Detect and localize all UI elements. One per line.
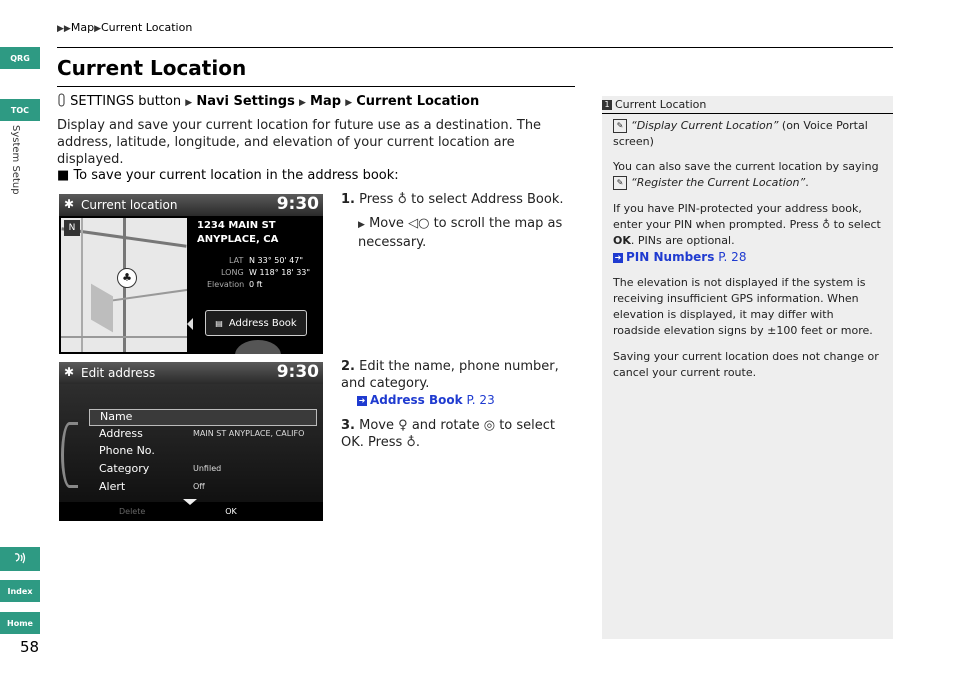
edit-row-label: Address <box>99 427 143 440</box>
breadcrumb <box>57 21 192 34</box>
subheading-text: To save your current location in the address book: <box>73 168 399 183</box>
link-arrow-icon: ➜ <box>358 395 366 405</box>
step-2-number: 2. <box>341 359 355 374</box>
qrg-tab-label: QRG <box>10 53 30 63</box>
step-2 <box>341 358 581 392</box>
press-dial-icon: ♁ <box>822 218 831 231</box>
voice-command-icon <box>12 552 28 566</box>
screen1-gear-icon: ✱ <box>64 197 75 211</box>
vehicle-position-icon: ♣ <box>117 268 137 288</box>
step-1-number: 1. <box>341 192 355 207</box>
nav-path-step-1: Navi Settings <box>196 94 295 109</box>
step-3-target: OK <box>341 435 360 450</box>
nav-path <box>57 93 479 109</box>
sidebar-header <box>602 96 893 114</box>
edit-row-category[interactable] <box>89 462 315 477</box>
dial-graphic <box>235 340 281 354</box>
step-1-end: . <box>559 192 564 207</box>
sidebar-note-route: Saving your current location does not change or cancel your current route. <box>613 350 879 379</box>
voice-quote-2: “Register the Current Location” <box>631 176 806 189</box>
step-3-pre: Move <box>359 418 394 433</box>
scroll-down-icon[interactable] <box>183 499 197 505</box>
screen2-title: Edit address <box>81 366 156 380</box>
address-book-link-label: Address Book <box>370 393 463 407</box>
pin-link-label: PIN Numbers <box>626 250 715 264</box>
index-tab[interactable] <box>0 580 40 602</box>
page-number: 58 <box>20 638 40 656</box>
pin-numbers-link[interactable] <box>613 250 746 264</box>
link-arrow-icon: ➜ <box>614 252 622 262</box>
pin-note-mid: to select <box>833 218 881 231</box>
sidebar-header-text: Current Location <box>615 98 707 111</box>
page-title: Current Location <box>57 56 247 80</box>
ok-button[interactable]: OK <box>225 507 237 516</box>
edit-row-phone[interactable] <box>89 444 315 459</box>
step-1-sub-pre: Move <box>369 216 404 231</box>
nav-path-start: SETTINGS button <box>70 94 182 109</box>
voice-note-1-rest: (on Voice Portal screen) <box>613 119 868 148</box>
edit-row-value: MAIN ST ANYPLACE, CALIFO <box>193 429 305 438</box>
subheading <box>57 168 399 183</box>
voice-note-2-end: . <box>805 176 809 189</box>
long-value: W 118° 18' 33" <box>249 268 311 277</box>
qrg-tab[interactable] <box>0 47 40 69</box>
sidebar-note-voice-display <box>613 118 883 150</box>
sidebar-note-pin <box>613 201 883 266</box>
home-tab-label: Home <box>7 618 33 628</box>
address-book-button[interactable] <box>205 310 307 336</box>
step-1-sub-post: to scroll the map as necessary. <box>358 216 563 250</box>
map-road <box>61 336 187 338</box>
address-book-icon: ▤ <box>215 318 223 328</box>
rotate-dial-icon: ◎ <box>483 418 496 433</box>
map-road <box>81 218 83 352</box>
nav-path-step-3: Current Location <box>356 94 480 109</box>
current-location-screen <box>59 194 323 354</box>
pin-note-ok: OK <box>613 234 631 247</box>
breadcrumb-item-map[interactable]: Map <box>70 21 95 34</box>
settings-button-icon <box>57 93 66 107</box>
map-view[interactable] <box>61 218 187 352</box>
voice-command-icon: ✎ <box>613 119 627 133</box>
address-book-button-label: Address Book <box>228 317 297 329</box>
note-marker-icon: 1 <box>602 100 612 110</box>
toc-tab[interactable] <box>0 99 40 121</box>
voice-tab[interactable] <box>0 547 40 571</box>
move-down-icon: ♀ <box>398 418 408 433</box>
intro-text: Display and save your current location for future use as a destination. The address, latitude, longitude, and elevation of your current location are displayed. <box>57 118 542 167</box>
home-tab[interactable] <box>0 612 40 634</box>
step-3-mid: and rotate <box>411 418 480 433</box>
lat-value: N 33° 50' 47" <box>249 256 304 265</box>
north-arrow-icon[interactable]: N <box>64 220 80 236</box>
address-book-link[interactable] <box>357 393 495 407</box>
screen2-clock: 9:30 <box>276 362 319 382</box>
edit-row-value: Unfiled <box>193 464 222 473</box>
title-rule <box>57 86 575 87</box>
step-3 <box>341 417 576 451</box>
sidebar-note-elevation: The elevation is not displayed if the system is receiving insufficient GPS information. When elevation is displayed, it may differ with roadside elevation signs by ±100 feet or more. <box>613 276 873 337</box>
edit-row-label: Alert <box>99 480 126 493</box>
edit-row-name[interactable] <box>89 409 317 426</box>
screen1-clock: 9:30 <box>276 194 319 214</box>
step-1-sub <box>358 215 573 251</box>
scroll-left-icon[interactable] <box>187 318 193 330</box>
step-3-post: to select <box>499 418 556 433</box>
path-arrow-icon: ▶ <box>298 98 306 108</box>
step-1-target: Address Book <box>471 192 560 207</box>
delete-button[interactable]: Delete <box>119 507 146 516</box>
map-area <box>91 284 113 333</box>
elevation-value: 0 ft <box>249 280 263 289</box>
breadcrumb-arrow-icon: ▶ <box>94 24 101 34</box>
toc-tab-label: TOC <box>10 105 30 115</box>
voice-command-icon: ✎ <box>613 176 627 190</box>
step-1 <box>341 191 576 208</box>
step-3-end: . <box>415 435 421 450</box>
edit-row-alert[interactable] <box>89 480 315 495</box>
bullet-square-icon: ■ <box>57 168 70 183</box>
index-tab-label: Index <box>7 586 33 596</box>
address-line-2: ANYPLACE, CA <box>197 234 279 245</box>
section-label: System Setup <box>10 125 21 195</box>
notes-sidebar <box>602 96 893 639</box>
pin-note-end: . PINs are optional. <box>630 234 735 247</box>
edit-row-value: Off <box>193 482 205 491</box>
elevation-label: Elevation <box>207 280 245 289</box>
path-arrow-icon: ▶ <box>345 98 353 108</box>
edit-row-address[interactable] <box>89 427 315 442</box>
pin-link-page: P. 28 <box>718 250 747 264</box>
move-dial-icon: ◁○ <box>408 216 430 231</box>
edit-address-list <box>67 386 315 508</box>
edit-row-label: Category <box>99 462 150 475</box>
pin-note-pre: If you have PIN-protected your address book, enter your PIN when prompted. Press <box>613 202 862 231</box>
screen2-gear-icon: ✱ <box>64 365 75 379</box>
sub-arrow-icon: ▶ <box>358 220 365 230</box>
breadcrumb-item-current: Current Location <box>100 21 193 34</box>
press-dial-icon: ♁ <box>397 192 408 207</box>
sidebar-note-voice-register <box>613 159 883 191</box>
edit-row-label: Phone No. <box>99 444 155 457</box>
step-1-pre: Press <box>359 192 394 207</box>
edit-row-label: Name <box>100 410 133 423</box>
step-1-post: to select <box>411 192 467 207</box>
address-book-link-page: P. 23 <box>466 393 495 407</box>
breadcrumb-arrow-icon: ▶▶ <box>57 24 71 34</box>
lat-label: LAT <box>229 256 244 265</box>
header-rule <box>57 47 893 48</box>
press-dial-icon: ♁ <box>406 435 416 450</box>
voice-note-2-pre: You can also save the current location by saying <box>613 160 879 173</box>
edit-address-screen <box>59 362 323 521</box>
step-3-number: 3. <box>341 418 355 433</box>
address-line-1: 1234 MAIN ST <box>197 220 276 231</box>
voice-quote-1: “Display Current Location” <box>631 119 779 132</box>
step-3-press: . Press <box>359 435 403 450</box>
long-label: LONG <box>221 268 244 277</box>
step-2-text: Edit the name, phone number, and category. <box>341 359 559 391</box>
path-arrow-icon: ▶ <box>185 98 193 108</box>
screen1-title: Current location <box>81 198 178 212</box>
nav-path-step-2: Map <box>310 94 342 109</box>
